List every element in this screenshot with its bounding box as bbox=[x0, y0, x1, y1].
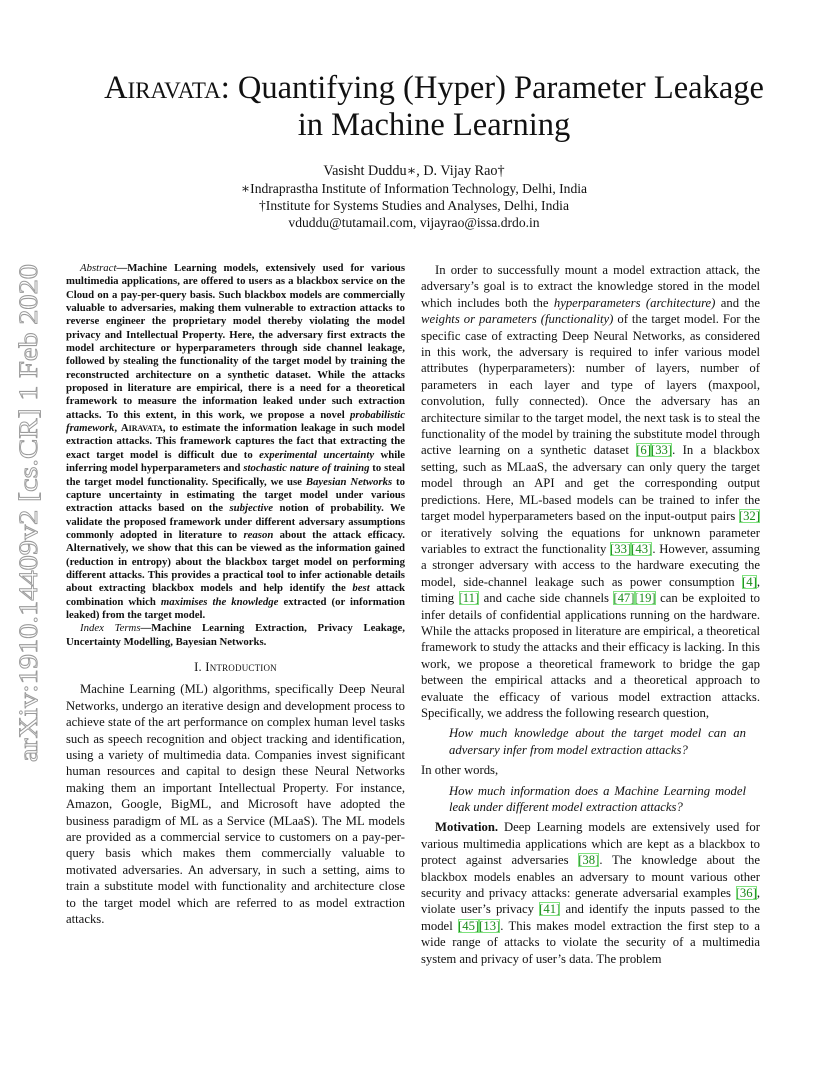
arxiv-stamp-text: arXiv:1910.14409v2 [cs.CR] 1 Feb 2020 bbox=[14, 335, 43, 762]
citation-link[interactable]: [41] bbox=[539, 902, 561, 917]
intro-paragraph: Machine Learning (ML) algorithms, specifically Deep Neural Networks, undergo an iterative design and development process to achieve state of the art performance on complex human level tasks such as speech recognition and object tracking and identification, using a variety of multimedia data. Companies invest significant human resources and capital to design these Neural Networks making them an important Intellectual Property. For instance, Amazon, Google, BigML, and Microsoft have adopted the business paradigm of ML as a Service (MLaaS). The ML models are provided as a commercial service to customers on a pay-per-query basis which makes them commercially valuable to motivated adversaries. An adversary, in such a setting, aims to train a substitute model with functionality and architecture close to the target model which are referred to as model extraction attacks. bbox=[66, 682, 405, 927]
citation-link[interactable]: [33] bbox=[650, 443, 673, 458]
framework-name-inline: Airavata bbox=[120, 422, 163, 435]
right-paragraph-1: In order to successfully mount a model extraction attack, the adversary’s goal is to extract the knowledge stored in the model which includes both the hyperparameters (architecture) and the weights or parameters (functionality) of the target model. For the specific case of extracting Deep Neural Networks, as considered in this work, the adversary is required to infer various model attributes (hyperparameters): number of layers, number of parameters in each layer and type of layers (maxpool, convolution, fully connected). Once the adversary has an architecture similar to the target model, the next task is to steal the functionality of the model by training the substitute model through active learning on a synthetic dataset [6][33]. In a blackbox setting, such as MLaaS, the adversary can only query the target model through an API and get the corresponding output predictions. Here, ML-based models can be trained to infer the target model hyperparameters based on the input-output pairs [32] or iteratively solving the equations for unknown parameter variables to extract the functionality [33][43]. However, assuming a stronger adversary with access to the hardware executing the model, side-channel leakage such as power consumption [4], timing [11] and cache side channels [47][19] can be exploited to infer details of confidential applications running on the hardware. While the attacks proposed in literature are empirical, a theoretical framework to study the attacks and their efficacy is lacking. In this work, we propose a theoretical framework to bridge the gap between the empirical attacks and a theoretical approach to evaluate the efficacy of various model extraction attacks. Specifically, we address the following research question, bbox=[421, 263, 760, 720]
title-line1-rest: : Quantifying (Hyper) Parameter Leakage bbox=[220, 70, 764, 106]
research-question-2: How much information does a Machine Learning model leak under different model extraction attacks? bbox=[449, 783, 746, 814]
citation-link[interactable]: [36] bbox=[735, 886, 757, 901]
citation-link[interactable]: [45] bbox=[458, 918, 480, 933]
citation-link[interactable]: [11] bbox=[458, 591, 480, 606]
citation-link[interactable]: [38] bbox=[578, 853, 600, 868]
citation-link[interactable]: [19] bbox=[634, 591, 656, 606]
citation-link[interactable]: [32] bbox=[738, 509, 760, 524]
abstract: Abstract—Machine Learning models, extensively used for various multimedia applications, are offered to users as a blackbox service on the Cloud on a pay-per-query basis. Such blackbox models are commercially valuable to adversaries, making them vulnerable to extraction attacks to reverse engineer the proprietary model thereby violating the model privacy and Intellectual Property. Here, the adversary first extracts the model architecture or hyperparameters through side channel leakage, followed by stealing the functionality of the target model by training the reconstructed architecture on a synthetic dataset. While the attacks proposed in literature are empirical, there is a need for a theoretical framework to measure the information leaked under such extraction attacks. To this extent, in this work, we propose a novel probabilistic framework, Airavata, to estimate the information leakage in such model extraction attacks. This framework captures the fact that extracting the exact target model is difficult due to experimental uncertainty while inferring model hyperparameters and stochastic nature of training to steal the target model functionality. Specifically, we use Bayesian Networks to capture uncertainty in estimating the target model under various extraction attacks based on the subjective notion of probability. We validate the proposed framework under different adversary assumptions commonly adopted in literature to reason about the attack efficacy. Alternatively, we show that this can be viewed as the information gained (reduction in entropy) about the blackbox target model on performing different attacks. This provides a practical tool to infer actionable details about extracting blackbox models and help identify the best attack combination which maximises the knowledge extracted (or information leaked) from the target model. bbox=[66, 262, 405, 621]
citation-link[interactable]: [13] bbox=[479, 918, 501, 933]
citation-link[interactable]: [47] bbox=[613, 591, 635, 606]
citation-link[interactable]: [33] bbox=[610, 541, 632, 556]
citation-link[interactable]: [4] bbox=[742, 574, 757, 589]
paper-title bbox=[40, 70, 828, 144]
left-column bbox=[66, 262, 405, 927]
title-line2: in Machine Learning bbox=[297, 107, 571, 143]
index-terms: Index Terms—Machine Learning Extraction, Privacy Leakage, Uncertainty Modelling, Bayesian Networks. bbox=[66, 622, 405, 648]
motivation-paragraph: Motivation. Deep Learning models are extensively used for various multimedia applications which are kept as a blackbox to protect against adversaries [38]. The knowledge about the blackbox models enables an adversary to mount various other security and privacy attacks: generate adversarial examples [36], violate user’s privacy [41] and identify the inputs passed to the model [45][13]. This makes model extraction the first step to a wide range of attacks to violate the security of a multimedia system and privacy of user’s data. The problem bbox=[421, 820, 760, 966]
motivation-label: Motivation. bbox=[435, 820, 499, 835]
index-terms-label: Index Terms bbox=[80, 622, 141, 635]
affiliation-2: †Institute for Systems Studies and Analyses, Delhi, India bbox=[259, 198, 569, 213]
affiliation-1: ∗Indraprastha Institute of Information Technology, Delhi, India bbox=[240, 181, 588, 196]
research-question-1: How much knowledge about the target model can an adversary infer from model extraction attacks? bbox=[449, 726, 746, 757]
citation-link[interactable]: [43] bbox=[631, 541, 653, 556]
citation-link[interactable]: [6] bbox=[636, 443, 651, 458]
author-emails: vduddu@tutamail.com, vijayrao@issa.drdo.in bbox=[288, 215, 540, 230]
framework-name: Airavata bbox=[104, 70, 221, 106]
author-block bbox=[0, 163, 828, 231]
section-heading-introduction: I. Introduction bbox=[194, 659, 277, 674]
abstract-label: Abstract bbox=[80, 262, 117, 274]
author-names: Vasisht Duddu∗, D. Vijay Rao† bbox=[323, 163, 505, 179]
arxiv-side-stamp bbox=[4, 262, 44, 764]
right-column bbox=[421, 262, 760, 967]
transition-text: In other words, bbox=[421, 763, 499, 778]
